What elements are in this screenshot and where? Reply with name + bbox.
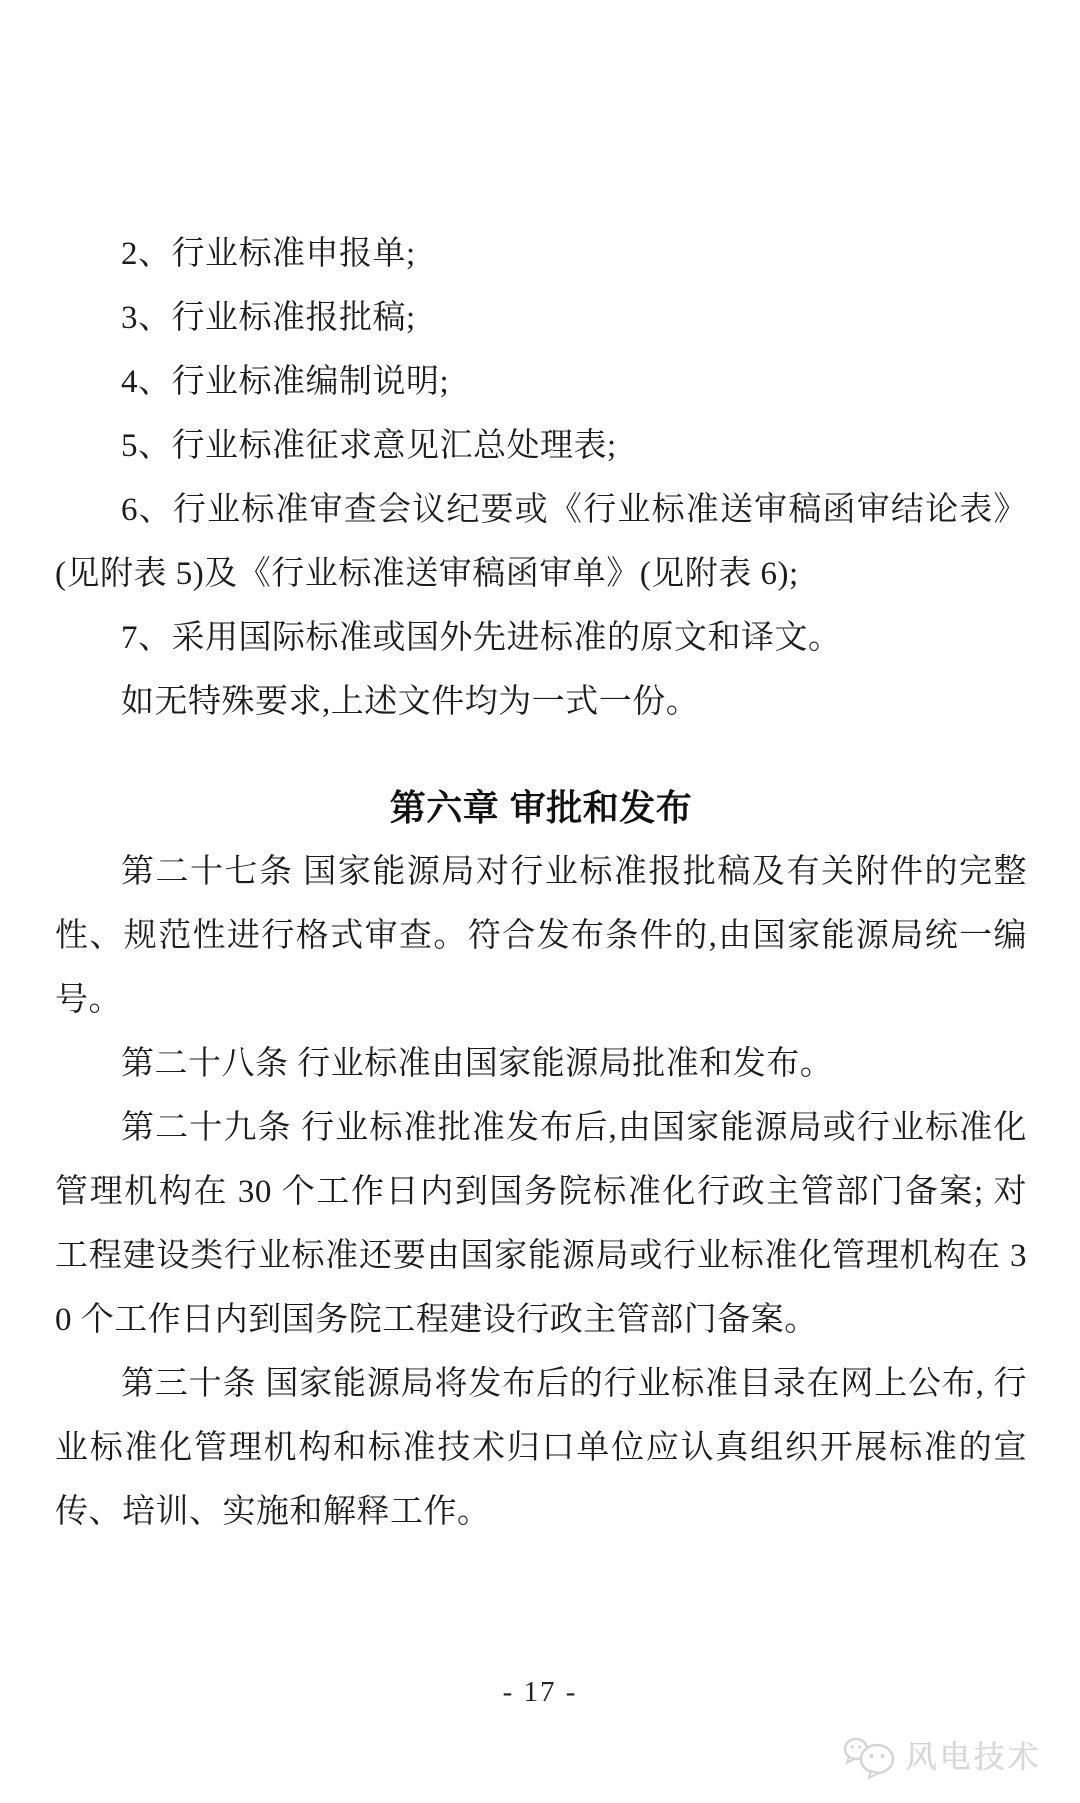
list-item-3: 3、行业标准报批稿; bbox=[121, 300, 416, 336]
list-item-7: 7、采用国际标准或国外先进标准的原文和译文。 bbox=[121, 620, 842, 656]
page-number: - 17 - bbox=[502, 1676, 578, 1708]
chapter-heading: 第六章 审批和发布 bbox=[389, 787, 693, 828]
list-item-6: 6、行业标准审查会议纪要或《行业标准送审稿函审结论表》(见附表 5)及《行业标准送审稿函审单》(见附表 6); bbox=[55, 492, 1027, 592]
document-body bbox=[55, 222, 1027, 1544]
watermark bbox=[843, 1736, 1042, 1780]
list-item-2: 2、行业标准申报单; bbox=[121, 236, 416, 272]
article-30: 第三十条 国家能源局将发布后的行业标准目录在网上公布, 行业标准化管理机构和标准技术归口单位应认真组织开展标准的宣传、培训、实施和解释工作。 bbox=[55, 1366, 1028, 1530]
list-item-4: 4、行业标准编制说明; bbox=[121, 364, 450, 400]
watermark-label: 风电技术 bbox=[906, 1740, 1042, 1775]
list-item-5: 5、行业标准征求意见汇总处理表; bbox=[121, 428, 617, 464]
wechat-icon bbox=[843, 1736, 897, 1780]
closing-note: 如无特殊要求,上述文件均为一式一份。 bbox=[121, 684, 700, 720]
article-27: 第二十七条 国家能源局对行业标准报批稿及有关附件的完整性、规范性进行格式审查。符合发布条件的,由国家能源局统一编号。 bbox=[55, 854, 1027, 1018]
article-29: 第二十九条 行业标准批准发布后,由国家能源局或行业标准化管理机构在 30 个工作日内到国务院标准化行政主管部门备案; 对工程建设类行业标准还要由国家能源局或行业标准化管理机构在 30 个工作日内到国务院工程建设行政主管部门备案。 bbox=[55, 1110, 1027, 1338]
article-28: 第二十八条 行业标准由国家能源局批准和发布。 bbox=[121, 1046, 834, 1082]
